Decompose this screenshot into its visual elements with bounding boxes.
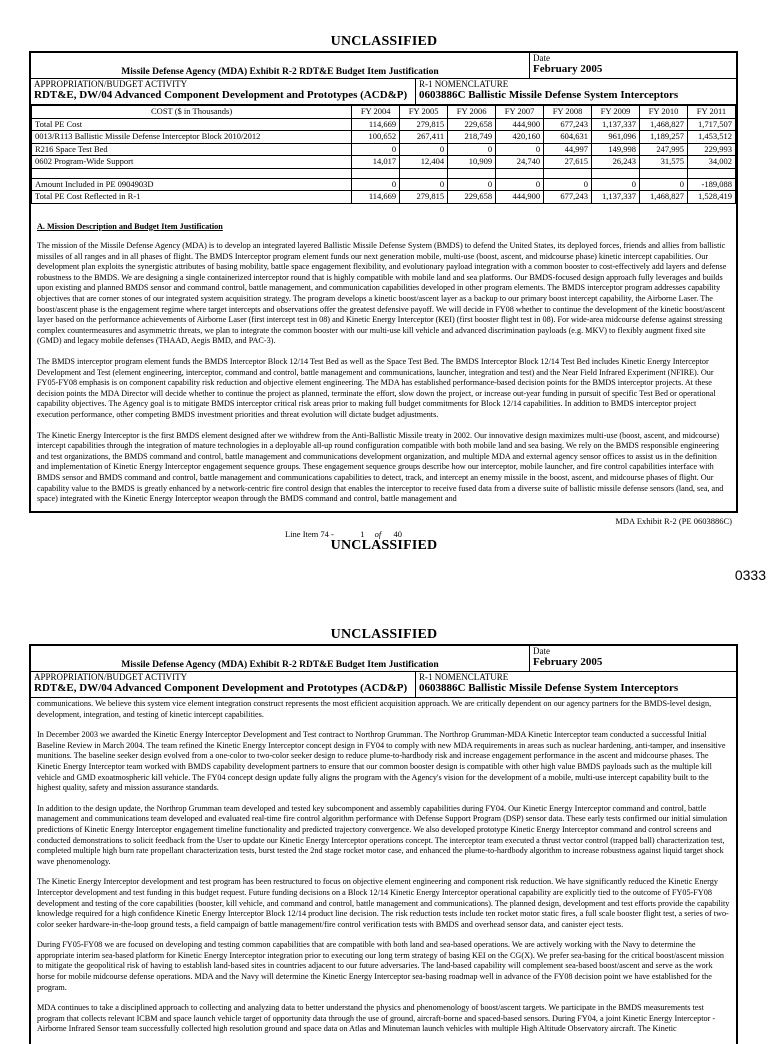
table-cell: 31,575 bbox=[640, 156, 688, 169]
date-label: Date bbox=[533, 646, 550, 656]
column-header-label: COST ($ in Thousands) bbox=[32, 106, 352, 119]
row-label: 0013/R113 Ballistic Missile Defense Interceptor Block 2010/2012 bbox=[32, 131, 352, 144]
table-cell: 0 bbox=[544, 178, 592, 191]
row-label bbox=[32, 168, 352, 178]
column-header: FY 2010 bbox=[640, 106, 688, 119]
table-cell: 0 bbox=[352, 143, 400, 156]
column-header: FY 2007 bbox=[496, 106, 544, 119]
page-total: 40 bbox=[393, 529, 402, 539]
table-cell: 0 bbox=[352, 178, 400, 191]
paragraph: The Kinetic Energy Interceptor development and test program has been restructured to focus on objective element engineering and component risk reduction. We have significantly reduced the Kinetic Energy Interceptor development and test funding in this budget request. Future funding decisions on a Block 12/14 Kinetic Energy Interceptor operational capability are explicitly tied to the outcome of FY05-FY08 development and testing of the core capabilities (booster, kill vehicle, and command and control, battle management and communications). The planned design, development and test efforts provide the capability knowledge required for a high confidence Kinetic Energy Interceptor Block 12/14 product line decision. The risk reduction tests include ten rocket motor static fires, a full scale booster flight test, a series of two-color seeker hardware-in-the-loop ground tests, a field campaign of battle management/fire control verification tests with BMDS and overhead sensor data, and canister eject tests. bbox=[37, 877, 730, 929]
table-cell: 677,243 bbox=[544, 118, 592, 131]
exhibit-reference: MDA Exhibit R-2 (PE 0603886C) bbox=[615, 516, 732, 526]
exhibit-title: Missile Defense Agency (MDA) Exhibit R-2 RDT&E Budget Item Justification bbox=[31, 646, 530, 671]
table-cell: 0 bbox=[400, 143, 448, 156]
table-cell: 24,740 bbox=[496, 156, 544, 169]
table-cell: 0 bbox=[400, 178, 448, 191]
nomenclature-cell bbox=[416, 79, 736, 104]
table-cell: 247,995 bbox=[640, 143, 688, 156]
paragraph: The Kinetic Energy Interceptor is the first BMDS element designed after we withdrew from the Anti-Ballistic Missile treaty in 2002. Our innovative design maximizes multi-use (boost, ascent, and midcourse) intercept capabilities through the integration of mature technologies in a deployable all-up round configuration compatible with both mobile land and sea basing. We rely on the BMDS responsible engineering and test organizations, the BMDS command and control, battle management and communications development organization, and multiple MDA and external agency sensor offices to assist us in the definition and implementation of Kinetic Energy Interceptor engagement sequence groups. These engagement sequence groups describe how our interceptor, mobile launcher, and fire control capabilities interface with BMDS sensor and BMDS command and control, battle management and communications capabilities to detect, track, and intercept an enemy missile in the boost, ascent, and midcourse phases of flight. Our capability value to the BMDS is greatly enhanced by a network-centric fire control design that enables the interceptor to receive fused data from a diverse suite of ballistic missile defense sensors (land, sea, and space) integrated with the Kinetic Energy Interceptor weapon through the BMDS command and control, battle management and bbox=[37, 430, 724, 504]
page-number: 1 bbox=[360, 529, 365, 539]
table-cell: 677,243 bbox=[544, 191, 592, 204]
table-row bbox=[32, 156, 736, 169]
line-item: Line Item 74 - bbox=[285, 529, 334, 539]
table-cell: 229,658 bbox=[448, 191, 496, 204]
classification-header: UNCLASSIFIED bbox=[330, 627, 438, 642]
column-header: FY 2005 bbox=[400, 106, 448, 119]
table-cell: 0 bbox=[496, 143, 544, 156]
table-cell: 0 bbox=[448, 178, 496, 191]
exhibit-header-row bbox=[31, 646, 736, 672]
table-cell: 279,815 bbox=[400, 118, 448, 131]
table-row bbox=[32, 118, 736, 131]
table-cell: 1,528,419 bbox=[687, 191, 735, 204]
nomenclature-cell bbox=[416, 672, 736, 697]
table-cell: 1,468,827 bbox=[640, 191, 688, 204]
table-cell: 229,993 bbox=[687, 143, 735, 156]
budget-activity-row bbox=[31, 79, 736, 105]
column-header: FY 2009 bbox=[592, 106, 640, 119]
nomenclature-value: 0603886C Ballistic Missile Defense System Interceptors bbox=[419, 89, 679, 101]
paragraph: MDA continues to take a disciplined approach to collecting and analyzing data to better understand the physics and phenomenology of boost/ascent targets. We participate in the BMDS measurements test program that collects relevant ICBM and space launch vehicle target of opportunity data through the use of ground, aircraft-borne and spaced-based sensors. During FY04, a joint Kinetic Energy Interceptor - Airborne Infrared Sensor team successfully collected high resolution ground and space data on Atlas and Minuteman launch vehicles with multiple High Altitude Observatory aircraft. The Kinetic bbox=[37, 1003, 716, 1034]
classification-footer: UNCLASSIFIED bbox=[330, 538, 438, 553]
table-cell bbox=[448, 168, 496, 178]
column-header: FY 2006 bbox=[448, 106, 496, 119]
table-row bbox=[32, 178, 736, 191]
appropriation-value: RDT&E, DW/04 Advanced Component Development and Prototypes (ACD&P) bbox=[34, 682, 408, 694]
table-header-row bbox=[32, 106, 736, 119]
table-row bbox=[32, 131, 736, 144]
appropriation-label: APPROPRIATION/BUDGET ACTIVITY bbox=[34, 672, 188, 682]
table-cell: 100,652 bbox=[352, 131, 400, 144]
table-cell: 114,669 bbox=[352, 191, 400, 204]
table-cell: 1,468,827 bbox=[640, 118, 688, 131]
table-cell: 267,411 bbox=[400, 131, 448, 144]
appropriation-cell bbox=[31, 79, 416, 104]
table-cell: 1,453,512 bbox=[687, 131, 735, 144]
table-cell: -189,088 bbox=[687, 178, 735, 191]
table-cell: 218,749 bbox=[448, 131, 496, 144]
row-label: Total PE Cost bbox=[32, 118, 352, 131]
nomenclature-label: R-1 NOMENCLATURE bbox=[419, 79, 509, 89]
column-header: FY 2004 bbox=[352, 106, 400, 119]
paragraph: In addition to the design update, the Northrop Grumman team developed and tested key subcomponent and assembly capabilities during FY04. Our Kinetic Energy Interceptor command and control, battle management and communications team developed and evaluated real-time fire control algorithm performance with Defense Support Program (DSP) sensor data. These early tests confirmed our initial simulation predictions of Kinetic Energy Interceptor engagement timeline functionality and predicted trajectory convergence. We also developed prototype Kinetic Energy Interceptor command and control screens and conducted demonstrations to solicit feedback from the User to update our Kinetic Energy Interceptor operations concept. The interceptor team executed a thrust vector control (trapped ball) characterization test, completed multiple high burn rate propellant characterization tests, burst tested the 2nd stage rocket motor case, and enhanced the plume-to-hardbody algorithm to increase robustness against liquid target shock wave phenomenology. bbox=[37, 803, 728, 866]
table-row bbox=[32, 168, 736, 178]
exhibit-frame bbox=[29, 644, 738, 1044]
table-cell: 604,631 bbox=[544, 131, 592, 144]
nomenclature-label: R-1 NOMENCLATURE bbox=[419, 672, 509, 682]
paragraph: In December 2003 we awarded the Kinetic Energy Interceptor Development and Test contract to Northrop Grumman. The Northrop Grumman-MDA Kinetic Interceptor team conducted a successful Initial Baseline Review in March 2004. The team refined the Kinetic Energy Interceptor concept design in FY04 to comply with new MDA requirements in areas such as nuclear hardening, anti-tamper, and insensitive munitions. The baseline seeker design evolved from a one-color to two-color seeker design to reduce plume-to-hardbody risk and increase engagement performance in the ascent and midcourse phases. The Kinetic Energy Interceptor team worked with BMDS capability development partners to ensure that our common booster design is compatible with other high value BMDS payloads such as the multiple kill vehicle and GMD exoatmospheric kill vehicle. The FY04 concept design update fully aligns the program with the Agency's vision for the development of a mobile, multi-use intercept capability built to the highest quality, safety and mission assurance standards. bbox=[37, 730, 726, 793]
table-cell: 1,717,507 bbox=[687, 118, 735, 131]
table-cell bbox=[496, 168, 544, 178]
table-row bbox=[32, 191, 736, 204]
paragraph: During FY05-FY08 we are focused on developing and testing common capabilities that are compatible with both land and sea-based operations. We are actively working with the Navy to determine the appropriate interim sea-based platform for Kinetic Energy Interceptor integration prior to executing our long term strategy of basing KEI on the CG(X). We prefer sea-basing for the critical boost/ascent mission to mitigate the geopolitical risk of having to establish land-based sites in countries adjacent to our future adversaries. The land-based capability will complement sea-based boost/ascent and serve as the work horse for mobile midcourse defense operations. MDA and the Navy will determine the Kinetic Energy Interceptor sea-basing roadmap well in advance of the FY08 decision point we have established for the program. bbox=[37, 940, 725, 992]
row-label: 0602 Program-Wide Support bbox=[32, 156, 352, 169]
table-cell: 34,002 bbox=[687, 156, 735, 169]
table-cell: 444,900 bbox=[496, 118, 544, 131]
document-page-2 bbox=[0, 595, 768, 1034]
row-label: Amount Included in PE 0904903D bbox=[32, 178, 352, 191]
table-cell bbox=[352, 168, 400, 178]
table-cell: 279,815 bbox=[400, 191, 448, 204]
table-cell: 961,096 bbox=[592, 131, 640, 144]
bates-number: 0333 bbox=[734, 567, 766, 583]
table-cell: 0 bbox=[496, 178, 544, 191]
table-cell: 12,404 bbox=[400, 156, 448, 169]
nomenclature-value: 0603886C Ballistic Missile Defense System Interceptors bbox=[419, 682, 679, 694]
table-row bbox=[32, 143, 736, 156]
table-cell: 0 bbox=[640, 178, 688, 191]
mission-description bbox=[31, 204, 736, 505]
exhibit-header-row bbox=[31, 53, 736, 79]
row-label: Total PE Cost Reflected in R-1 bbox=[32, 191, 352, 204]
table-cell: 229,658 bbox=[448, 118, 496, 131]
row-label: R216 Space Test Bed bbox=[32, 143, 352, 156]
table-cell: 26,243 bbox=[592, 156, 640, 169]
date-value: February 2005 bbox=[533, 656, 603, 668]
classification-header: UNCLASSIFIED bbox=[330, 34, 438, 49]
cost-table bbox=[31, 105, 736, 204]
table-cell: 0 bbox=[448, 143, 496, 156]
paragraph: communications. We believe this system vice element integration construct represents the most efficient acquisition approach. We are critically dependent on our agency partners for the BMDS-level design, development, integration, and testing of kinetic intercept capabilities. bbox=[37, 699, 712, 719]
table-cell: 10,909 bbox=[448, 156, 496, 169]
paragraph: The mission of the Missile Defense Agency (MDA) is to develop an integrated layered Ballistic Missile Defense System (BMDS) to defend the United States, its deployed forces, friends and allies from ballistic missiles of all ranges and in all phases of flight. The BMDS Interceptor program element funds our next generation mobile, multi-use (boost, ascent, and midcourse phase) kinetic intercept capabilities. Our development plan exploits the synergistic attributes of basing mobility, battle space engagement flexibility, and evolutionary payload integration with a common booster to cost-effectively add layers and defense robustness to the BMDS. We are designing a single containerized interceptor round that is highly compatible with mobile land and sea platforms. Our BMDS-focused design approach fully leverages and builds upon existing and planned BMDS sensor and command control, battle management, and communication capabilities developed in other program elements. The BMDS interceptor program addresses capability objectives that are corner stones of our integrated system acquisition strategy. The program develops a kinetic boost/ascent layer as a backup to our primary boost intercept capability, the Airborne Laser. The boost/ascent phase is the engagement regime where target intercepts and observations offer the greatest defensive payoff. We will decide in FY08 whether to continue the development of the kinetic boost/ascent layer based on the performance achievements of Airborne Laser (first intercept test in 08) and Kinetic Energy Interceptor (KEI) (first booster flight test in 08). For wide-area midcourse defense against stressing complex countermeasures and asymmetric threats, we plan to integrate the common booster with our multi-use kill vehicle and advanced discrimination payloads (e.g. MKV) to flexibly augment fixed site (GMD) and legacy mobile defenses (THAAD, Aegis BMD, and PAC-3). bbox=[37, 241, 727, 346]
table-cell bbox=[687, 168, 735, 178]
paragraph: The BMDS interceptor program element funds the BMDS Interceptor Block 12/14 Test Bed as well as the Space Test Bed. The BMDS Interceptor Block 12/14 Test Bed includes Kinetic Energy Interceptor Development and Test (element engineering, interceptor, command and control, battle management and communications, launcher, integration and test) and the Near Field Infrared Experiment (NFIRE). Our FY05-FY08 emphasis is on component capability risk reduction and objective element engineering. The MDA has established performance-based decision points for the BMDS interceptor projects. At these decision points the MDA Director will decide whether to continue the project as planned, terminate the effort, slow down the project, or increase out-year funding in pursuit of specific Test Bed or operational capability objectives. The Agency goal is to mitigate BMDS interceptor critical risk areas prior to making full budget commitments for Block 12/14 capabilities. In addition to BMDS interceptor project execution performance, other competing BMDS investment priorities and threat evolution will dictate budget adjustments. bbox=[37, 357, 716, 419]
appropriation-value: RDT&E, DW/04 Advanced Component Development and Prototypes (ACD&P) bbox=[34, 89, 408, 101]
table-cell: 420,160 bbox=[496, 131, 544, 144]
table-cell: 149,998 bbox=[592, 143, 640, 156]
table-cell: 44,997 bbox=[544, 143, 592, 156]
table-cell bbox=[592, 168, 640, 178]
date-cell bbox=[530, 53, 736, 78]
exhibit-frame bbox=[29, 51, 738, 513]
appropriation-label: APPROPRIATION/BUDGET ACTIVITY bbox=[34, 79, 188, 89]
table-cell: 114,669 bbox=[352, 118, 400, 131]
table-cell: 27,615 bbox=[544, 156, 592, 169]
date-value: February 2005 bbox=[533, 63, 603, 75]
budget-activity-row bbox=[31, 672, 736, 698]
date-label: Date bbox=[533, 53, 550, 63]
table-cell: 14,017 bbox=[352, 156, 400, 169]
exhibit-title: Missile Defense Agency (MDA) Exhibit R-2 RDT&E Budget Item Justification bbox=[31, 53, 530, 78]
column-header: FY 2008 bbox=[544, 106, 592, 119]
section-title: A. Mission Description and Budget Item Justification bbox=[37, 221, 223, 231]
table-cell: 1,189,257 bbox=[640, 131, 688, 144]
table-cell: 444,900 bbox=[496, 191, 544, 204]
table-cell bbox=[400, 168, 448, 178]
date-cell bbox=[530, 646, 736, 671]
column-header: FY 2011 bbox=[687, 106, 735, 119]
table-cell bbox=[544, 168, 592, 178]
table-cell: 1,137,337 bbox=[592, 118, 640, 131]
table-cell: 0 bbox=[592, 178, 640, 191]
page-of: of bbox=[374, 529, 382, 539]
continued-text bbox=[31, 698, 736, 1035]
table-cell: 1,137,337 bbox=[592, 191, 640, 204]
table-cell bbox=[640, 168, 688, 178]
appropriation-cell bbox=[31, 672, 416, 697]
